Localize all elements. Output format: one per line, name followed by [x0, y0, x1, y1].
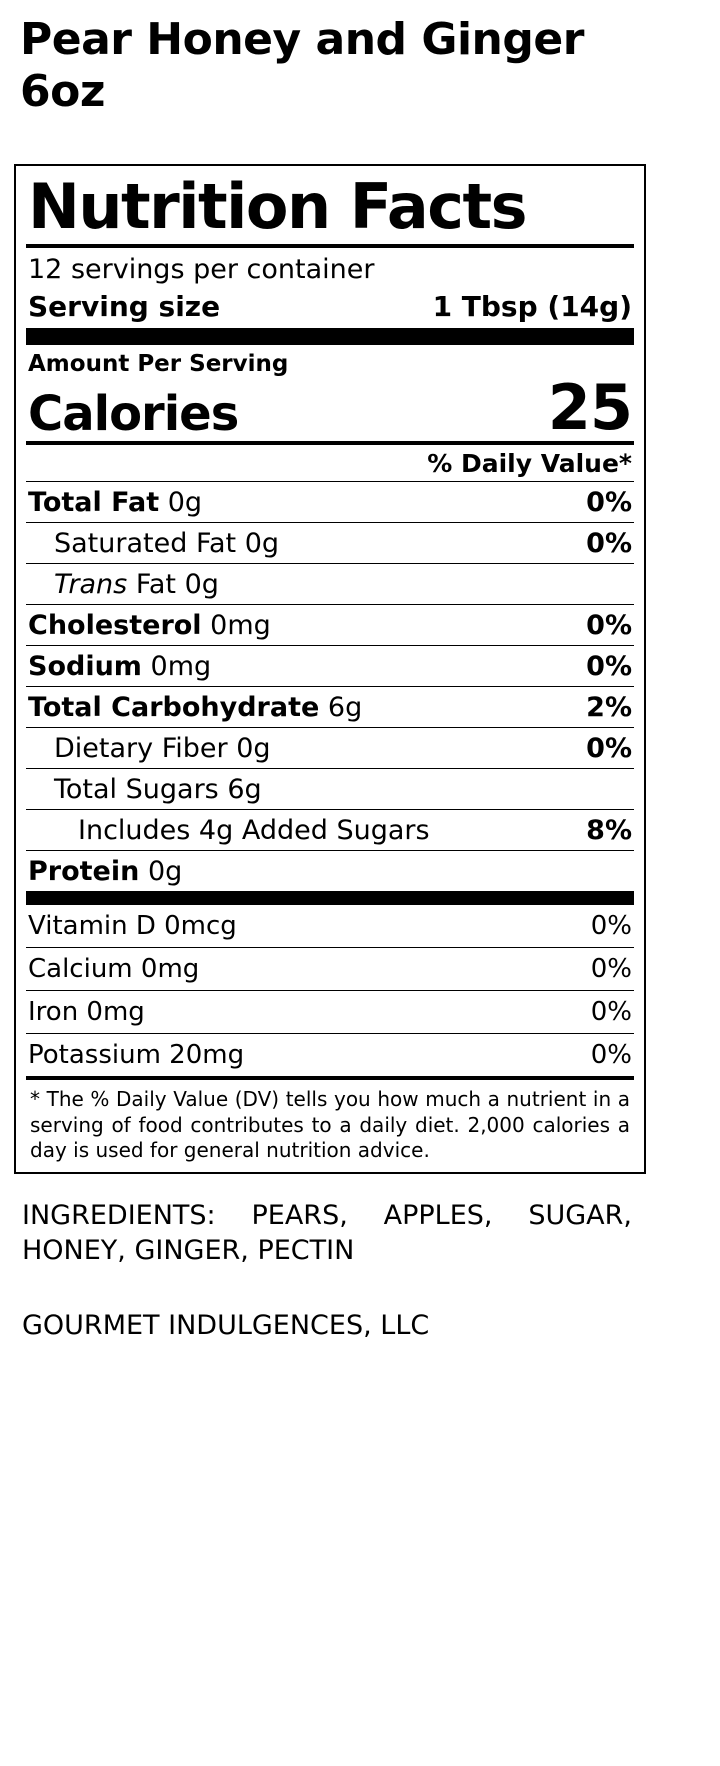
calcium-dv: 0%	[590, 953, 632, 984]
row-total-fat	[26, 482, 634, 522]
company-name: GOURMET INDULGENCES, LLC	[22, 1309, 430, 1341]
row-dietary-fiber	[26, 728, 634, 768]
total-carb-amount: 6g	[327, 691, 363, 723]
row-calcium	[26, 948, 634, 990]
row-protein	[26, 851, 634, 891]
row-saturated-fat	[26, 523, 634, 563]
added-sugars-dv: 8%	[586, 814, 632, 846]
saturated-fat-label: Saturated Fat 0g	[54, 527, 280, 559]
row-iron	[26, 991, 634, 1033]
serving-size-value: 1 Tbsp (14g)	[432, 289, 632, 323]
daily-value-footnote: * The % Daily Value (DV) tells you how much a nutrient in a serving of food contributes to a daily diet. 2,000 calories a day is used for general nutrition advice.	[30, 1086, 630, 1163]
row-cholesterol	[26, 605, 634, 645]
amount-per-serving-label: Amount Per Serving	[28, 350, 289, 377]
iron-label: Iron 0mg	[28, 996, 145, 1027]
total-fat-name: Total Fat	[28, 486, 160, 518]
protein-label	[28, 856, 182, 887]
serving-size-row	[26, 288, 634, 328]
total-fat-dv: 0%	[586, 486, 632, 518]
row-added-sugars	[26, 810, 634, 850]
total-sugars-label: Total Sugars 6g	[54, 773, 262, 805]
servings-per-container: 12 servings per container	[28, 253, 375, 285]
page-title: Pear Honey and Ginger 6oz	[20, 14, 584, 117]
divider-thick-vitamins	[26, 891, 634, 905]
vitamin-d-dv: 0%	[590, 910, 632, 941]
row-total-carbohydrate	[26, 687, 634, 727]
nutrition-facts-panel	[14, 164, 646, 1174]
added-sugars-label: Includes 4g Added Sugars	[78, 814, 430, 846]
trans-fat-rest: Fat 0g	[135, 568, 219, 600]
ingredients-text: INGREDIENTS: PEARS, APPLES, SUGAR, HONEY, GINGER, PECTIN	[22, 1199, 632, 1266]
dietary-fiber-label: Dietary Fiber 0g	[54, 732, 271, 764]
row-total-sugars	[26, 769, 634, 809]
cholesterol-name: Cholesterol	[28, 609, 202, 641]
cholesterol-amount: 0mg	[210, 609, 271, 641]
protein-amount: 0g	[147, 855, 183, 887]
sodium-amount: 0mg	[150, 650, 212, 682]
total-carb-name: Total Carbohydrate	[28, 691, 320, 723]
cholesterol-label	[28, 610, 271, 641]
serving-size-label: Serving size	[28, 289, 221, 323]
cholesterol-dv: 0%	[586, 609, 632, 641]
vitamin-d-label: Vitamin D 0mcg	[28, 910, 237, 941]
iron-dv: 0%	[590, 996, 632, 1027]
trans-fat-label	[28, 569, 219, 600]
sodium-name: Sodium	[28, 650, 142, 682]
sodium-dv: 0%	[586, 650, 632, 682]
row-trans-fat	[26, 564, 634, 604]
total-fat-amount: 0g	[167, 486, 203, 518]
calories-row	[26, 370, 634, 444]
sodium-label	[28, 651, 211, 682]
potassium-label: Potassium 20mg	[28, 1039, 245, 1070]
divider-thick-top	[26, 328, 634, 345]
trans-fat-italic: Trans	[54, 568, 128, 600]
row-sodium	[26, 646, 634, 686]
calcium-label: Calcium 0mg	[28, 953, 200, 984]
potassium-dv: 0%	[590, 1039, 632, 1070]
row-vitamin-d	[26, 905, 634, 947]
protein-name: Protein	[28, 855, 140, 887]
saturated-fat-dv: 0%	[586, 527, 632, 559]
dietary-fiber-dv: 0%	[586, 732, 632, 764]
calories-value: 25	[547, 370, 632, 444]
total-fat-label	[28, 487, 202, 518]
row-potassium	[26, 1034, 634, 1076]
total-carb-dv: 2%	[586, 691, 632, 723]
daily-value-header: % Daily Value*	[427, 448, 632, 478]
total-carb-label	[28, 692, 362, 723]
nutrition-facts-heading: Nutrition Facts	[28, 169, 527, 243]
calories-label: Calories	[28, 385, 239, 442]
